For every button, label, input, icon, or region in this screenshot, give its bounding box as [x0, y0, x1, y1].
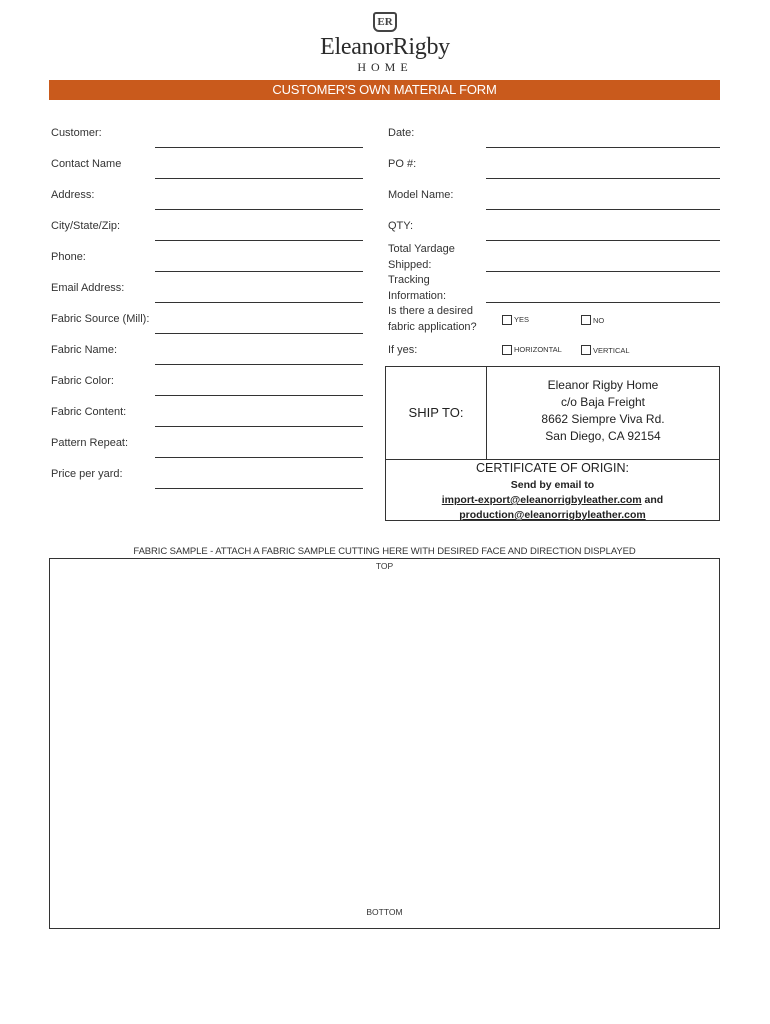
certificate-email-line-2: [386, 508, 719, 522]
fabric-color-field[interactable]: [155, 395, 363, 396]
fabric-content-label: Fabric Content:: [51, 406, 127, 418]
certificate-and: and: [641, 494, 664, 506]
ship-to-address-line: Eleanor Rigby Home: [547, 378, 659, 392]
desired-application-label-line1: Is there a desired: [388, 305, 473, 317]
vertical-label: VERTICAL: [593, 346, 630, 355]
phone-label: Phone:: [51, 251, 86, 263]
certificate-title: CERTIFICATE OF ORIGIN:: [475, 461, 629, 475]
certificate-instructions: Send by email to: [510, 479, 595, 491]
city-state-zip-field[interactable]: [155, 240, 363, 241]
tracking-label-line2: Information:: [388, 290, 447, 302]
qty-field[interactable]: [486, 240, 720, 241]
tracking-field[interactable]: [486, 302, 720, 303]
horizontal-checkbox[interactable]: [502, 345, 512, 355]
fabric-name-label: Fabric Name:: [51, 344, 118, 356]
email-address-label: Email Address:: [51, 282, 125, 294]
no-label: NO: [593, 316, 605, 325]
phone-field[interactable]: [155, 271, 363, 272]
vertical-checkbox[interactable]: [581, 345, 591, 355]
fabric-content-field[interactable]: [155, 426, 363, 427]
yes-label: YES: [514, 315, 530, 324]
horizontal-label: HORIZONTAL: [514, 345, 562, 354]
fabric-source-label: Fabric Source (Mill):: [51, 313, 150, 325]
fabric-name-field[interactable]: [155, 364, 363, 365]
certificate-email-line: [386, 493, 719, 507]
qty-label: QTY:: [388, 220, 414, 232]
yes-checkbox[interactable]: [502, 315, 512, 325]
fabric-color-label: Fabric Color:: [51, 375, 114, 387]
po-field[interactable]: [486, 178, 720, 179]
contact-name-field[interactable]: [155, 178, 363, 179]
brand-logo: [312, 12, 458, 74]
no-checkbox[interactable]: [581, 315, 591, 325]
model-name-field[interactable]: [486, 209, 720, 210]
production-email-link[interactable]: production@eleanorrigbyleather.com: [459, 509, 646, 521]
ship-to-address: [487, 377, 719, 445]
ship-to-title: SHIP TO:: [408, 405, 464, 420]
if-yes-label: If yes:: [388, 344, 418, 356]
customer-field[interactable]: [155, 147, 363, 148]
desired-application-label-line2: fabric application?: [388, 321, 477, 333]
ship-to-address-line: San Diego, CA 92154: [545, 429, 661, 443]
fabric-source-field[interactable]: [155, 333, 363, 334]
yardage-field[interactable]: [486, 271, 720, 272]
yardage-label-line1: Total Yardage: [388, 243, 455, 255]
logo-brand-name: EleanorRigby: [320, 34, 450, 60]
price-per-yard-label: Price per yard:: [51, 468, 123, 480]
tracking-label-line1: Tracking: [388, 274, 430, 286]
contact-name-label: Contact Name: [51, 158, 122, 170]
model-name-label: Model Name:: [388, 189, 454, 201]
logo-subtitle: HOME: [357, 60, 413, 74]
yardage-label-line2: Shipped:: [388, 259, 432, 271]
pattern-repeat-label: Pattern Repeat:: [51, 437, 129, 449]
certificate-divider: [386, 459, 719, 460]
logo-monogram: ER: [373, 12, 397, 32]
city-state-zip-label: City/State/Zip:: [51, 220, 121, 232]
import-export-email-link[interactable]: import-export@eleanorrigbyleather.com: [441, 494, 642, 506]
fabric-sample-caption: FABRIC SAMPLE - ATTACH A FABRIC SAMPLE CUTTING HERE WITH DESIRED FACE AND DIRECTION DISPLAYED: [133, 546, 636, 557]
date-field[interactable]: [486, 147, 720, 148]
pattern-repeat-field[interactable]: [155, 457, 363, 458]
customer-label: Customer:: [51, 127, 102, 139]
email-address-field[interactable]: [155, 302, 363, 303]
form-title: CUSTOMER'S OWN MATERIAL FORM: [49, 80, 720, 100]
sample-bottom-label: BOTTOM: [366, 907, 403, 917]
ship-to-address-line: c/o Baja Freight: [560, 395, 646, 409]
address-field[interactable]: [155, 209, 363, 210]
ship-to-box: [385, 366, 720, 521]
price-per-yard-field[interactable]: [155, 488, 363, 489]
fabric-sample-area: [49, 558, 720, 929]
address-label: Address:: [51, 189, 95, 201]
po-label: PO #:: [388, 158, 417, 170]
date-label: Date:: [388, 127, 415, 139]
sample-top-label: TOP: [375, 561, 394, 571]
ship-to-address-line: 8662 Siempre Viva Rd.: [541, 412, 665, 426]
